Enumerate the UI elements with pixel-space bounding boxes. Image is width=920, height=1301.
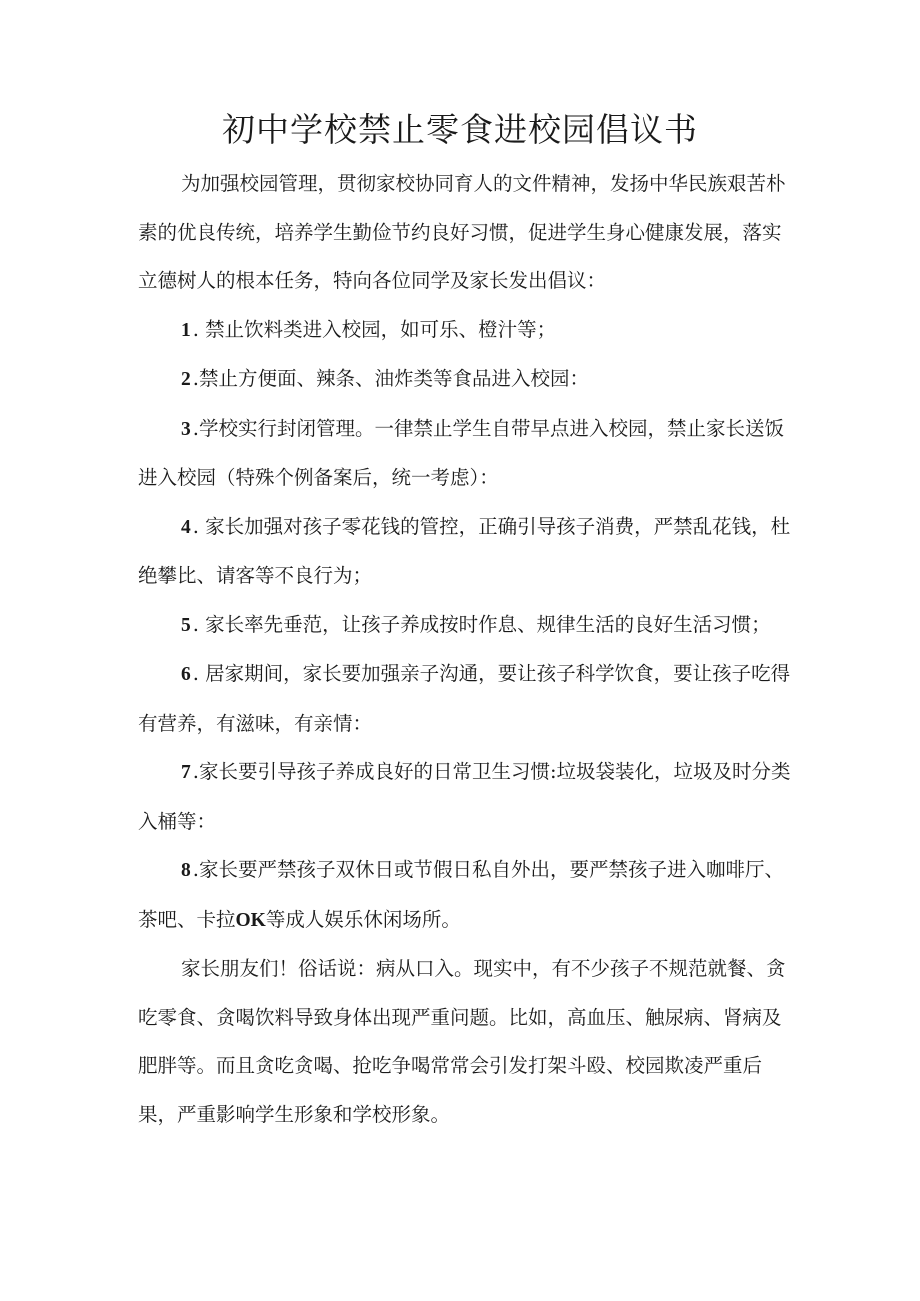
item-text-before: .家长要严禁孩子双休日或节假日私自外出，要严禁孩子进入咖啡厅、茶吧、卡拉 — [138, 858, 784, 931]
item-number: 7 — [181, 762, 191, 783]
item-6 — [138, 650, 798, 748]
item-number: 3 — [181, 418, 191, 440]
item-text: . 家长加强对孩子零花钱的管控，正确引导孩子消费，严禁乱花钱，杜绝攀比、请客等不良行为； — [138, 514, 791, 587]
item-text: .禁止方便面、辣条、油炸类等食品进入校园： — [192, 367, 589, 390]
closing-paragraph: 家长朋友们！俗话说：病从口入。现实中，有不少孩子不规范就餐、贪吃零食、贪喝饮料导致身体出现严重问题。比如，高血压、触尿病、肾病及肥胖等。而且贪吃贪喝、抢吃争喝常常会引发打架斗殴、校园欺凌严重后果，严重影响学生形象和学校形象。 — [138, 957, 786, 1126]
item-number: 1 — [181, 319, 191, 341]
item-1 — [138, 306, 798, 356]
item-7 — [138, 748, 798, 846]
item-3 — [138, 405, 798, 503]
item-text: .家长要引导孩子养成良好的日常卫生习惯:垃圾袋装化，垃圾及时分类入桶等： — [138, 760, 791, 833]
intro-paragraph: 为加强校园管理，贯彻家校协同育人的文件精神，发扬中华民族艰苦朴素的优良传统，培养学生勤俭节约良好习惯，促进学生身心健康发展，落实立德树人的根本任务，特向各位同学及家长发出倡议： — [138, 172, 786, 292]
document-body — [138, 160, 798, 1139]
item-number: 5 — [181, 614, 191, 636]
item-number: 2 — [181, 369, 191, 390]
item-text-ok: OK — [235, 909, 266, 931]
item-number: 6 — [181, 664, 191, 685]
item-2 — [138, 355, 798, 405]
item-number: 8 — [181, 860, 191, 881]
item-4 — [138, 503, 798, 601]
document-title: 初中学校禁止零食进校园倡议书 — [222, 110, 698, 149]
item-text: . 家长率先垂范，让孩子养成按时作息、规律生活的良好生活习惯； — [192, 612, 771, 636]
item-number: 4 — [181, 516, 191, 538]
item-text: . 居家期间，家长要加强亲子沟通，要让孩子科学饮食，要让孩子吃得有营养，有滋味，有亲情： — [138, 662, 791, 735]
item-5 — [138, 601, 798, 651]
item-text: . 禁止饮料类进入校园，如可乐、橙汁等； — [192, 317, 557, 341]
item-text-after: 等成人娱乐休闲场所。 — [265, 907, 461, 931]
item-8 — [138, 846, 798, 945]
item-text: .学校实行封闭管理。一律禁止学生自带早点进入校园，禁止家长送饭进入校园（特殊个例备案后，统一考虑）： — [138, 416, 784, 489]
